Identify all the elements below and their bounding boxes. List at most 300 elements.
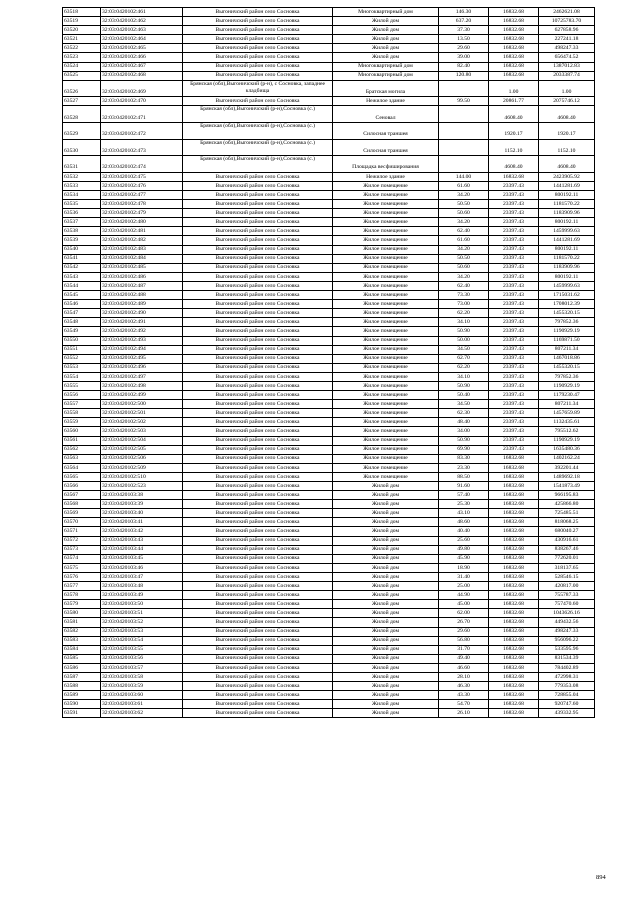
cell-cadastral-value: 807211.34 bbox=[539, 345, 595, 354]
cell-cadastral-number: 32:03:0420102:500 bbox=[101, 400, 183, 409]
cell-cadastral-number: 32:03:0420103:49 bbox=[101, 591, 183, 600]
cell-area: 50.50 bbox=[439, 254, 489, 263]
cell-area: 50.90 bbox=[439, 381, 489, 390]
table-row bbox=[63, 209, 595, 218]
cell-cadastral-number: 32:03:0420102:494 bbox=[101, 345, 183, 354]
table-row bbox=[63, 654, 595, 663]
cell-cadastral-number: 32:03:0420102:483 bbox=[101, 245, 183, 254]
cell-cadastral-number: 32:03:0420103:62 bbox=[101, 709, 183, 718]
cell-row-number: 63571 bbox=[63, 527, 101, 536]
cell-cadastral-value: 1455320.15 bbox=[539, 309, 595, 318]
cell-object-type: Жилое помещение bbox=[333, 191, 439, 200]
cell-row-number: 63564 bbox=[63, 463, 101, 472]
table-row bbox=[63, 445, 595, 454]
cell-specific-value: 16832.68 bbox=[489, 472, 539, 481]
cell-row-number: 63567 bbox=[63, 491, 101, 500]
cell-cadastral-number: 32:03:0420102:470 bbox=[101, 97, 183, 106]
cell-cadastral-number: 32:03:0420102:462 bbox=[101, 17, 183, 26]
cell-object-type: Жилой дом bbox=[333, 672, 439, 681]
cell-area: 49.80 bbox=[439, 545, 489, 554]
table-row bbox=[63, 454, 595, 463]
cell-area: 46.30 bbox=[439, 682, 489, 691]
cell-cadastral-number: 32:03:0420102:471 bbox=[101, 106, 183, 123]
cell-cadastral-value: 1.00 bbox=[539, 80, 595, 97]
cell-cadastral-number: 32:03:0420102:503 bbox=[101, 427, 183, 436]
cell-object-type: Жилой дом bbox=[333, 518, 439, 527]
table-row bbox=[63, 418, 595, 427]
cell-cadastral-value: 725485.51 bbox=[539, 509, 595, 518]
table-row bbox=[63, 291, 595, 300]
cell-cadastral-number: 32:03:0420102:465 bbox=[101, 44, 183, 53]
cell-address: Выгоничский район село Сосновка bbox=[183, 97, 333, 106]
cell-row-number: 63562 bbox=[63, 445, 101, 454]
cell-area: 13.50 bbox=[439, 35, 489, 44]
cell-cadastral-value: 779353.08 bbox=[539, 682, 595, 691]
cell-cadastral-value: 449432.56 bbox=[539, 618, 595, 627]
cell-cadastral-value: 1169871.50 bbox=[539, 336, 595, 345]
cell-row-number: 63582 bbox=[63, 627, 101, 636]
cell-area: 62.40 bbox=[439, 227, 489, 236]
cell-cadastral-number: 32:03:0420102:501 bbox=[101, 409, 183, 418]
cell-cadastral-number: 32:03:0420103:56 bbox=[101, 654, 183, 663]
cell-specific-value: 16832.68 bbox=[489, 482, 539, 491]
cell-specific-value: 23397.43 bbox=[489, 263, 539, 272]
cell-specific-value: 23397.43 bbox=[489, 327, 539, 336]
cell-object-type: Жилое помещение bbox=[333, 209, 439, 218]
cell-cadastral-value: 795512.62 bbox=[539, 427, 595, 436]
cell-object-type: Жилой дом bbox=[333, 663, 439, 672]
cell-area: 50.60 bbox=[439, 263, 489, 272]
cell-cadastral-number: 32:03:0420103:53 bbox=[101, 627, 183, 636]
table-row bbox=[63, 17, 595, 26]
table-row bbox=[63, 80, 595, 97]
cell-cadastral-number: 32:03:0420102:478 bbox=[101, 200, 183, 209]
cell-object-type: Жилой дом bbox=[333, 509, 439, 518]
cell-cadastral-number: 32:03:0420102:509 bbox=[101, 463, 183, 472]
cell-area: 31.70 bbox=[439, 645, 489, 654]
cell-address: Выгоничский район село Сосновка bbox=[183, 454, 333, 463]
cell-object-type: Жилое помещение bbox=[333, 263, 439, 272]
cell-specific-value: 16832.68 bbox=[489, 491, 539, 500]
table-row bbox=[63, 600, 595, 609]
table-row bbox=[63, 472, 595, 481]
cell-object-type: Жилое помещение bbox=[333, 463, 439, 472]
cell-object-type: Силосная траншея bbox=[333, 123, 439, 140]
cell-area: 49.40 bbox=[439, 654, 489, 663]
cell-cadastral-number: 32:03:0420103:57 bbox=[101, 663, 183, 672]
cell-area: 50.50 bbox=[439, 200, 489, 209]
cell-row-number: 63545 bbox=[63, 291, 101, 300]
cell-specific-value: 23397.43 bbox=[489, 200, 539, 209]
cell-cadastral-value: 966195.83 bbox=[539, 491, 595, 500]
cell-row-number: 63551 bbox=[63, 345, 101, 354]
cell-cadastral-value: 755787.33 bbox=[539, 591, 595, 600]
cell-cadastral-value: 656474.52 bbox=[539, 53, 595, 62]
cell-cadastral-value: 1181570.22 bbox=[539, 254, 595, 263]
cell-row-number: 63546 bbox=[63, 300, 101, 309]
cell-cadastral-value: 956096.22 bbox=[539, 636, 595, 645]
table-row bbox=[63, 281, 595, 290]
cell-address: Выгоничский район село Сосновка bbox=[183, 209, 333, 218]
cell-cadastral-number: 32:03:0420102:492 bbox=[101, 327, 183, 336]
cell-area: 56.80 bbox=[439, 636, 489, 645]
cell-cadastral-number: 32:03:0420102:461 bbox=[101, 8, 183, 17]
cell-row-number: 63576 bbox=[63, 572, 101, 581]
cell-object-type: Жилое помещение bbox=[333, 272, 439, 281]
cell-cadastral-number: 32:03:0420103:60 bbox=[101, 691, 183, 700]
cell-cadastral-number: 32:03:0420102:505 bbox=[101, 445, 183, 454]
cell-object-type: Жилое помещение bbox=[333, 436, 439, 445]
table-row bbox=[63, 123, 595, 140]
cell-specific-value: 16832.68 bbox=[489, 545, 539, 554]
cell-cadastral-number: 32:03:0420103:39 bbox=[101, 500, 183, 509]
cell-cadastral-number: 32:03:0420103:54 bbox=[101, 636, 183, 645]
cell-object-type: Жилой дом bbox=[333, 554, 439, 563]
cell-address: Выгоничский район село Сосновка bbox=[183, 263, 333, 272]
cell-address: Выгоничский район село Сосновка bbox=[183, 509, 333, 518]
cell-object-type: Жилой дом bbox=[333, 691, 439, 700]
cell-object-type: Многоквартирный дом bbox=[333, 8, 439, 17]
table-row bbox=[63, 482, 595, 491]
cell-address: Выгоничский район село Сосновка bbox=[183, 672, 333, 681]
table-row bbox=[63, 563, 595, 572]
table-row bbox=[63, 463, 595, 472]
cell-area: 34.20 bbox=[439, 272, 489, 281]
cell-row-number: 63527 bbox=[63, 97, 101, 106]
cell-row-number: 63526 bbox=[63, 80, 101, 97]
cell-object-type: Жилое помещение bbox=[333, 236, 439, 245]
cell-address: Выгоничский район село Сосновка bbox=[183, 281, 333, 290]
cell-area: 43.30 bbox=[439, 691, 489, 700]
cell-specific-value: 16832.68 bbox=[489, 35, 539, 44]
cell-object-type: Многоквартирный дом bbox=[333, 62, 439, 71]
cell-address: Выгоничский район село Сосновка bbox=[183, 682, 333, 691]
cell-specific-value: 23397.43 bbox=[489, 272, 539, 281]
cell-specific-value: 16832.68 bbox=[489, 654, 539, 663]
cell-specific-value: 23397.43 bbox=[489, 245, 539, 254]
cell-row-number: 63528 bbox=[63, 106, 101, 123]
cell-cadastral-number: 32:03:0420102:476 bbox=[101, 181, 183, 190]
cell-object-type: Жилое помещение bbox=[333, 254, 439, 263]
cell-row-number: 63570 bbox=[63, 518, 101, 527]
cell-specific-value: 16832.68 bbox=[489, 44, 539, 53]
cell-object-type: Жилой дом bbox=[333, 700, 439, 709]
cell-area: 31.40 bbox=[439, 572, 489, 581]
cell-specific-value: 16832.68 bbox=[489, 500, 539, 509]
table-row bbox=[63, 354, 595, 363]
cell-object-type: Нежилое здание bbox=[333, 97, 439, 106]
cell-area: 29.60 bbox=[439, 627, 489, 636]
cell-row-number: 63583 bbox=[63, 636, 101, 645]
cell-object-type: Жилой дом bbox=[333, 682, 439, 691]
table-row bbox=[63, 700, 595, 709]
cell-object-type: Нежилое здание bbox=[333, 172, 439, 181]
cell-address: Брянская (обл),Выгоничский (р-н),Сосновка (с.) bbox=[183, 156, 333, 173]
cell-specific-value: 23397.43 bbox=[489, 445, 539, 454]
table-row bbox=[63, 582, 595, 591]
cell-object-type: Жилой дом bbox=[333, 53, 439, 62]
cell-address: Выгоничский район село Сосновка bbox=[183, 482, 333, 491]
cell-address: Брянская (обл),Выгоничский (р-н),Сосновка (с.) bbox=[183, 123, 333, 140]
cell-area: 73.00 bbox=[439, 300, 489, 309]
cell-cadastral-value: 1181570.22 bbox=[539, 200, 595, 209]
cell-area: 120.80 bbox=[439, 71, 489, 80]
cell-cadastral-number: 32:03:0420102:481 bbox=[101, 227, 183, 236]
cell-address: Выгоничский район село Сосновка bbox=[183, 500, 333, 509]
table-row bbox=[63, 645, 595, 654]
cell-row-number: 63568 bbox=[63, 500, 101, 509]
table-row bbox=[63, 518, 595, 527]
cell-area bbox=[439, 156, 489, 173]
cell-cadastral-value: 807211.34 bbox=[539, 400, 595, 409]
table-row bbox=[63, 372, 595, 381]
cell-cadastral-value: 728855.04 bbox=[539, 691, 595, 700]
table-row bbox=[63, 409, 595, 418]
cell-address: Выгоничский район село Сосновка bbox=[183, 236, 333, 245]
cell-cadastral-value: 1459999.63 bbox=[539, 227, 595, 236]
cell-address: Выгоничский район село Сосновка bbox=[183, 572, 333, 581]
cell-cadastral-number: 32:03:0420103:50 bbox=[101, 600, 183, 609]
table-row bbox=[63, 26, 595, 35]
cadastral-value-table bbox=[62, 7, 595, 718]
cell-object-type: Жилое помещение bbox=[333, 400, 439, 409]
table-row bbox=[63, 218, 595, 227]
cell-address: Выгоничский район село Сосновка bbox=[183, 554, 333, 563]
cell-row-number: 63584 bbox=[63, 645, 101, 654]
cell-cadastral-value: 1190929.19 bbox=[539, 436, 595, 445]
cell-specific-value: 16832.68 bbox=[489, 672, 539, 681]
cell-specific-value: 16832.68 bbox=[489, 563, 539, 572]
cell-row-number: 63521 bbox=[63, 35, 101, 44]
cell-row-number: 63531 bbox=[63, 156, 101, 173]
cell-specific-value: 23397.43 bbox=[489, 418, 539, 427]
cell-row-number: 63566 bbox=[63, 482, 101, 491]
cell-object-type: Жилой дом bbox=[333, 35, 439, 44]
cell-cadastral-value: 528546.15 bbox=[539, 572, 595, 581]
cell-specific-value: 4608.40 bbox=[489, 156, 539, 173]
cell-address: Выгоничский район село Сосновка bbox=[183, 582, 333, 591]
cell-cadastral-number: 32:03:0420102:523 bbox=[101, 482, 183, 491]
cell-area: 23.30 bbox=[439, 463, 489, 472]
table-row bbox=[63, 200, 595, 209]
cell-object-type: Жилой дом bbox=[333, 563, 439, 572]
cell-specific-value: 16832.68 bbox=[489, 527, 539, 536]
cell-row-number: 63591 bbox=[63, 709, 101, 718]
cell-row-number: 63534 bbox=[63, 191, 101, 200]
cell-cadastral-number: 32:03:0420103:44 bbox=[101, 545, 183, 554]
cell-object-type: Жилой дом bbox=[333, 17, 439, 26]
cell-area: 18.90 bbox=[439, 563, 489, 572]
cell-address: Выгоничский район село Сосновка bbox=[183, 400, 333, 409]
cell-cadastral-value: 1455320.15 bbox=[539, 363, 595, 372]
cell-object-type: Жилой дом bbox=[333, 482, 439, 491]
cell-cadastral-number: 32:03:0420102:469 bbox=[101, 80, 183, 97]
cell-cadastral-value: 800192.11 bbox=[539, 191, 595, 200]
cell-address: Выгоничский район село Сосновка bbox=[183, 291, 333, 300]
cell-row-number: 63572 bbox=[63, 536, 101, 545]
table-row bbox=[63, 663, 595, 672]
page-number: 894 bbox=[596, 874, 606, 881]
cell-row-number: 63537 bbox=[63, 218, 101, 227]
cell-cadastral-value: 1457659.89 bbox=[539, 409, 595, 418]
cell-specific-value: 16832.68 bbox=[489, 700, 539, 709]
cell-cadastral-number: 32:03:0420103:55 bbox=[101, 645, 183, 654]
cell-specific-value: 16832.68 bbox=[489, 53, 539, 62]
cell-cadastral-number: 32:03:0420102:474 bbox=[101, 156, 183, 173]
cell-specific-value: 23397.43 bbox=[489, 227, 539, 236]
cell-cadastral-value: 797852.36 bbox=[539, 372, 595, 381]
cell-specific-value: 23397.43 bbox=[489, 318, 539, 327]
cell-row-number: 63552 bbox=[63, 354, 101, 363]
table-row bbox=[63, 345, 595, 354]
cell-row-number: 63529 bbox=[63, 123, 101, 140]
cell-specific-value: 16832.68 bbox=[489, 536, 539, 545]
cell-row-number: 63533 bbox=[63, 181, 101, 190]
table-row bbox=[63, 527, 595, 536]
cell-row-number: 63525 bbox=[63, 71, 101, 80]
cell-address: Выгоничский район село Сосновка bbox=[183, 44, 333, 53]
cell-specific-value: 23397.43 bbox=[489, 254, 539, 263]
cell-cadastral-value: 797852.36 bbox=[539, 318, 595, 327]
cell-row-number: 63578 bbox=[63, 591, 101, 600]
cell-area: 99.50 bbox=[439, 97, 489, 106]
cell-object-type: Многоквартирный дом bbox=[333, 71, 439, 80]
cell-area bbox=[439, 80, 489, 97]
cell-row-number: 63538 bbox=[63, 227, 101, 236]
cell-specific-value: 16832.68 bbox=[489, 691, 539, 700]
cell-specific-value: 16832.68 bbox=[489, 682, 539, 691]
cell-cadastral-number: 32:03:0420102:484 bbox=[101, 254, 183, 263]
cell-address: Брянская (обл),Выгоничский (р-н),Сосновка (с.) bbox=[183, 106, 333, 123]
cell-object-type: Жилое помещение bbox=[333, 336, 439, 345]
cell-cadastral-number: 32:03:0420103:41 bbox=[101, 518, 183, 527]
cell-address: Выгоничский район село Сосновка bbox=[183, 600, 333, 609]
cell-cadastral-number: 32:03:0420102:488 bbox=[101, 291, 183, 300]
cell-row-number: 63519 bbox=[63, 17, 101, 26]
cell-cadastral-value: 800192.11 bbox=[539, 245, 595, 254]
cell-address: Брянская (обл),Выгоничский (р-н), с Сосновка, западнее кладбища bbox=[183, 80, 333, 97]
cell-cadastral-number: 32:03:0420102:493 bbox=[101, 336, 183, 345]
cell-specific-value: 23397.43 bbox=[489, 372, 539, 381]
cell-address: Выгоничский район село Сосновка bbox=[183, 645, 333, 654]
cell-object-type: Жилой дом bbox=[333, 591, 439, 600]
cell-cadastral-value: 318137.65 bbox=[539, 563, 595, 572]
cell-row-number: 63589 bbox=[63, 691, 101, 700]
cell-address: Выгоничский район село Сосновка bbox=[183, 218, 333, 227]
cell-cadastral-value: 772620.01 bbox=[539, 554, 595, 563]
table-row bbox=[63, 627, 595, 636]
cell-cadastral-number: 32:03:0420102:486 bbox=[101, 272, 183, 281]
cell-address: Выгоничский район село Сосновка bbox=[183, 372, 333, 381]
cell-object-type: Жилой дом bbox=[333, 654, 439, 663]
cell-area: 62.00 bbox=[439, 609, 489, 618]
cell-cadastral-value: 1467018.86 bbox=[539, 354, 595, 363]
cell-row-number: 63556 bbox=[63, 391, 101, 400]
cell-cadastral-value: 533595.96 bbox=[539, 645, 595, 654]
cell-area: 50.00 bbox=[439, 336, 489, 345]
cell-address: Выгоничский район село Сосновка bbox=[183, 463, 333, 472]
table-row bbox=[63, 609, 595, 618]
cell-object-type: Жилой дом bbox=[333, 600, 439, 609]
cell-specific-value: 16832.68 bbox=[489, 572, 539, 581]
cell-address: Выгоничский район село Сосновка bbox=[183, 254, 333, 263]
cell-address: Выгоничский район село Сосновка bbox=[183, 172, 333, 181]
table-row bbox=[63, 591, 595, 600]
cell-area: 45.00 bbox=[439, 600, 489, 609]
cell-row-number: 63518 bbox=[63, 8, 101, 17]
cell-object-type: Сеновал bbox=[333, 106, 439, 123]
cell-cadastral-number: 32:03:0420102:491 bbox=[101, 318, 183, 327]
cell-area: 34.00 bbox=[439, 427, 489, 436]
cell-specific-value: 4608.40 bbox=[489, 106, 539, 123]
table-row bbox=[63, 35, 595, 44]
table-row bbox=[63, 536, 595, 545]
cell-row-number: 63544 bbox=[63, 281, 101, 290]
table-row bbox=[63, 300, 595, 309]
table-row bbox=[63, 8, 595, 17]
cell-cadastral-value: 1183909.96 bbox=[539, 263, 595, 272]
cell-address: Выгоничский район село Сосновка bbox=[183, 445, 333, 454]
cell-specific-value: 23397.43 bbox=[489, 345, 539, 354]
cell-row-number: 63558 bbox=[63, 409, 101, 418]
cell-cadastral-value: 227241.18 bbox=[539, 35, 595, 44]
cell-address: Выгоничский район село Сосновка bbox=[183, 227, 333, 236]
cell-address: Выгоничский район село Сосновка bbox=[183, 654, 333, 663]
cell-object-type: Жилой дом bbox=[333, 627, 439, 636]
cell-object-type: Братская могила bbox=[333, 80, 439, 97]
cell-specific-value: 23397.43 bbox=[489, 309, 539, 318]
cell-row-number: 63573 bbox=[63, 545, 101, 554]
cell-cadastral-number: 32:03:0420102:464 bbox=[101, 35, 183, 44]
cell-object-type: Жилой дом bbox=[333, 26, 439, 35]
table-row bbox=[63, 245, 595, 254]
cell-cadastral-value: 1541873.49 bbox=[539, 482, 595, 491]
cell-cadastral-value: 1183909.96 bbox=[539, 209, 595, 218]
cell-address: Выгоничский район село Сосновка bbox=[183, 71, 333, 80]
cell-address: Выгоничский район село Сосновка bbox=[183, 627, 333, 636]
cell-cadastral-number: 32:03:0420103:47 bbox=[101, 572, 183, 581]
cell-specific-value: 16832.68 bbox=[489, 26, 539, 35]
cell-object-type: Жилое помещение bbox=[333, 218, 439, 227]
cell-object-type: Жилое помещение bbox=[333, 372, 439, 381]
cell-cadastral-number: 32:03:0420103:42 bbox=[101, 527, 183, 536]
cell-area: 25.00 bbox=[439, 582, 489, 591]
cell-cadastral-number: 32:03:0420102:497 bbox=[101, 372, 183, 381]
cell-area bbox=[439, 139, 489, 156]
cell-specific-value: 16832.68 bbox=[489, 17, 539, 26]
cell-area: 28.10 bbox=[439, 672, 489, 681]
table-row bbox=[63, 97, 595, 106]
cell-cadastral-value: 1043626.16 bbox=[539, 609, 595, 618]
cell-row-number: 63579 bbox=[63, 600, 101, 609]
table-row bbox=[63, 53, 595, 62]
cell-cadastral-number: 32:03:0420103:46 bbox=[101, 563, 183, 572]
cell-area: 26.70 bbox=[439, 618, 489, 627]
table-row bbox=[63, 618, 595, 627]
cell-address: Выгоничский район село Сосновка bbox=[183, 363, 333, 372]
cell-cadastral-number: 32:03:0420103:61 bbox=[101, 700, 183, 709]
cell-object-type: Жилое помещение bbox=[333, 309, 439, 318]
cell-address: Выгоничский район село Сосновка bbox=[183, 8, 333, 17]
cell-cadastral-value: 392201.44 bbox=[539, 463, 595, 472]
cell-specific-value: 16832.68 bbox=[489, 582, 539, 591]
cell-row-number: 63554 bbox=[63, 372, 101, 381]
cell-cadastral-number: 32:03:0420102:463 bbox=[101, 26, 183, 35]
cell-row-number: 63522 bbox=[63, 44, 101, 53]
cell-cadastral-number: 32:03:0420103:48 bbox=[101, 582, 183, 591]
cell-cadastral-number: 32:03:0420102:510 bbox=[101, 472, 183, 481]
cell-object-type: Жилое помещение bbox=[333, 363, 439, 372]
